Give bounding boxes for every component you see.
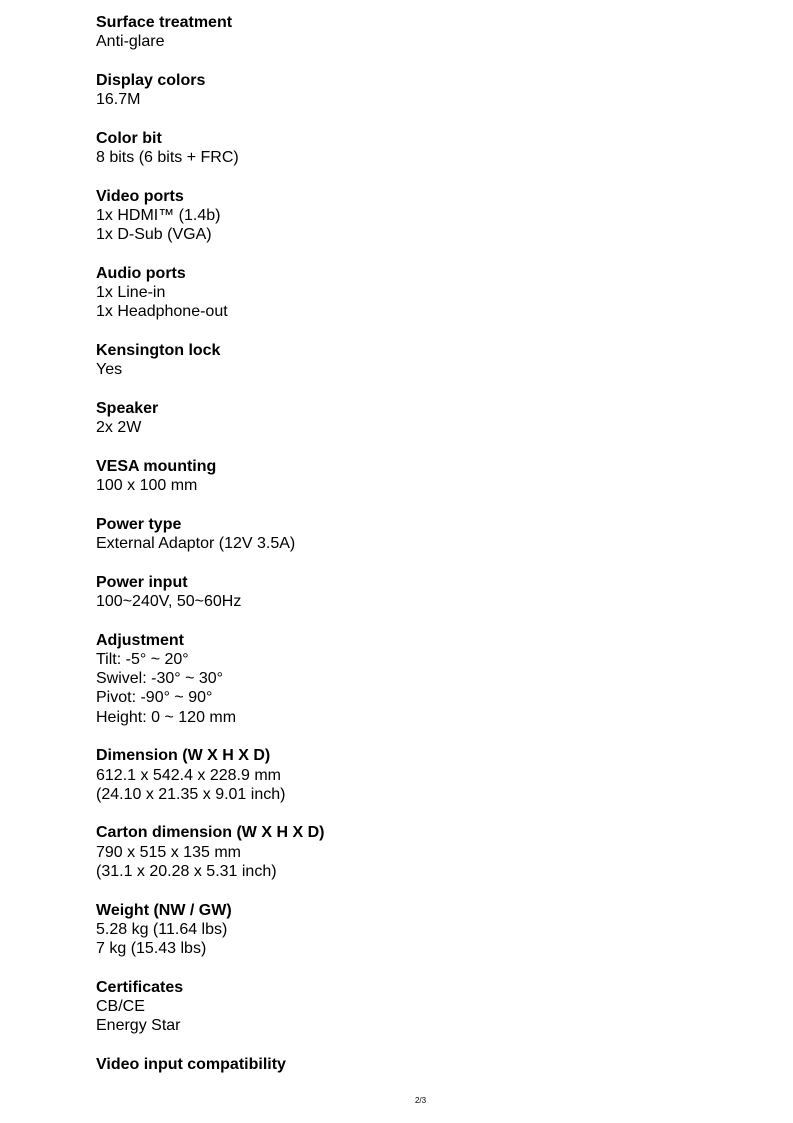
spec-value: Pivot: -90° ~ 90° xyxy=(96,689,213,707)
spec-label: Kensington lock xyxy=(96,342,221,360)
spec-item xyxy=(96,399,736,438)
spec-item xyxy=(96,187,736,245)
spec-label: Power input xyxy=(96,573,188,591)
spec-value: 1x Line-in xyxy=(96,284,166,302)
spec-value: CB/CE xyxy=(96,998,145,1016)
spec-label: Video ports xyxy=(96,187,184,205)
spec-item xyxy=(96,978,736,1036)
spec-value: 100~240V, 50~60Hz xyxy=(96,592,242,610)
spec-label: Dimension (W X H X D) xyxy=(96,747,271,765)
spec-value: 100 x 100 mm xyxy=(96,477,198,495)
spec-value: External Adaptor (12V 3.5A) xyxy=(96,535,296,553)
spec-value: Anti-glare xyxy=(96,33,165,51)
spec-item xyxy=(96,129,736,168)
spec-label: Certificates xyxy=(96,978,184,996)
spec-item xyxy=(96,823,736,881)
spec-label: Weight (NW / GW) xyxy=(96,901,232,919)
spec-value: (24.10 x 21.35 x 9.01 inch) xyxy=(96,785,286,803)
spec-value: (31.1 x 20.28 x 5.31 inch) xyxy=(96,863,277,881)
spec-label: VESA mounting xyxy=(96,457,217,475)
spec-item xyxy=(96,573,736,612)
spec-value: 7 kg (15.43 lbs) xyxy=(96,940,207,958)
spec-item xyxy=(96,264,736,322)
spec-item xyxy=(96,746,736,804)
spec-item xyxy=(96,71,736,110)
spec-value: 790 x 515 x 135 mm xyxy=(96,843,241,861)
spec-value: 5.28 kg (11.64 lbs) xyxy=(96,920,228,938)
spec-label: Surface treatment xyxy=(96,14,233,31)
spec-item xyxy=(96,13,736,52)
spec-item xyxy=(96,901,736,959)
spec-item xyxy=(96,1055,736,1074)
spec-value: 1x D-Sub (VGA) xyxy=(96,226,212,244)
spec-item xyxy=(96,631,736,727)
spec-label: Color bit xyxy=(96,129,162,147)
spec-label: Display colors xyxy=(96,71,206,89)
spec-value: Swivel: -30° ~ 30° xyxy=(96,670,224,688)
spec-value: 612.1 x 542.4 x 228.9 mm xyxy=(96,766,281,784)
spec-item xyxy=(96,341,736,380)
spec-label: Video input compatibility xyxy=(96,1056,286,1074)
spec-label: Carton dimension (W X H X D) xyxy=(96,824,325,842)
spec-value: 1x Headphone-out xyxy=(96,303,228,321)
spec-value: 2x 2W xyxy=(96,419,142,437)
spec-label: Adjustment xyxy=(96,631,184,649)
spec-label: Audio ports xyxy=(96,264,186,282)
spec-value: Tilt: -5° ~ 20° xyxy=(96,650,189,668)
spec-value: Height: 0 ~ 120 mm xyxy=(96,708,237,726)
spec-item xyxy=(96,457,736,496)
spec-list xyxy=(96,13,736,1094)
spec-label: Speaker xyxy=(96,399,159,417)
spec-value: 16.7M xyxy=(96,91,141,109)
spec-item xyxy=(96,515,736,554)
spec-value: 8 bits (6 bits + FRC) xyxy=(96,149,239,167)
spec-label: Power type xyxy=(96,515,182,533)
page-number: 2/3 xyxy=(414,1096,427,1105)
spec-value: Energy Star xyxy=(96,1017,181,1035)
spec-value: 1x HDMI™ (1.4b) xyxy=(96,206,221,224)
spec-value: Yes xyxy=(96,361,123,379)
